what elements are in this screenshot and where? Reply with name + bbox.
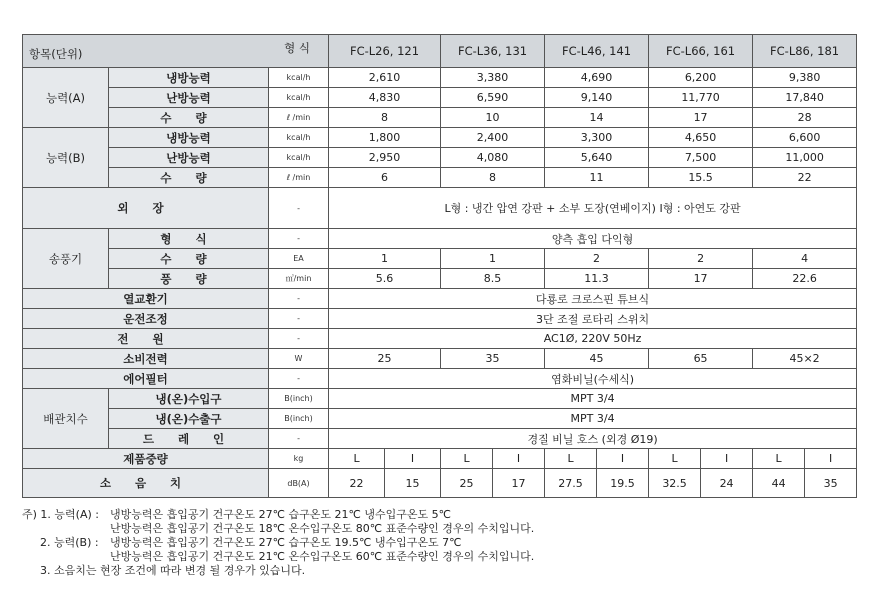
row-unit: EA [269,249,329,269]
value-cell: 35 [441,349,545,369]
power-label: 전 원 [23,329,269,349]
row-unit: ℓ /min [269,108,329,128]
row-name: 풍 량 [109,269,269,289]
value-cell: 8 [329,108,441,128]
footnote-2-cont [22,550,534,564]
model-label: 형 식 [284,41,311,55]
table-row [23,249,857,269]
model-header: FC-L86, 181 [753,35,857,68]
row-unit: - [269,369,329,389]
item-unit-label: 항목(단위) [29,47,83,61]
value-cell: 44 [753,469,805,498]
row-name: 냉방능력 [109,128,269,148]
value-cell: 5.6 [329,269,441,289]
row-unit: - [269,309,329,329]
footnote-2-line-2: 난방능력은 흡입공기 건구온도 21℃ 온수입구온도 60℃ 표준수량인 경우의 수치입니다. [110,550,535,563]
table-row [23,289,857,309]
value-cell: 8 [441,168,545,188]
footnote-1-line-1: 냉방능력은 흡입공기 건구온도 27℃ 습구온도 21℃ 냉수입구온도 5℃ [110,508,451,521]
table-row [23,329,857,349]
value-cell: 4,830 [329,88,441,108]
value-cell: 11 [545,168,649,188]
row-unit: kcal/h [269,68,329,88]
value-cell: 8.5 [441,269,545,289]
header-row [23,35,857,68]
value-cell: I [701,449,753,469]
row-name: 수 량 [109,108,269,128]
weight-label: 제품중량 [23,449,269,469]
footnote-1 [22,508,534,522]
heat-exchanger-value: 다룡로 크로스핀 튜브식 [329,289,857,309]
footnote-2 [22,536,534,550]
row-unit: W [269,349,329,369]
table-row [23,369,857,389]
row-unit: kcal/h [269,88,329,108]
value-cell: 9,380 [753,68,857,88]
fan-label: 송풍기 [23,229,109,289]
value-cell: 22 [329,469,385,498]
heat-exchanger-label: 열교환기 [23,289,269,309]
table-row [23,469,857,498]
row-unit: - [269,188,329,229]
value-cell: 3,380 [441,68,545,88]
row-unit: ℓ /min [269,168,329,188]
value-cell: 17 [493,469,545,498]
row-unit: kcal/h [269,148,329,168]
footnote-1-cont [22,522,534,536]
value-cell: 45 [545,349,649,369]
value-cell: 4,650 [649,128,753,148]
row-unit: kcal/h [269,128,329,148]
value-cell: 35 [805,469,857,498]
value-cell: 6,600 [753,128,857,148]
footnote-3 [22,564,534,578]
value-cell: 9,140 [545,88,649,108]
header-diagonal-cell [23,35,329,68]
row-unit: kg [269,449,329,469]
piping-label: 배관치수 [23,389,109,449]
value-cell: 14 [545,108,649,128]
air-filter-value: 염화비닐(수세식) [329,369,857,389]
value-cell: 4 [753,249,857,269]
value-cell: 24 [701,469,753,498]
value-cell: 11,000 [753,148,857,168]
noise-label: 소 음 치 [23,469,269,498]
value-cell: 6 [329,168,441,188]
value-cell: 1 [329,249,441,269]
row-unit: - [269,229,329,249]
row-unit: - [269,289,329,309]
value-cell: L [649,449,701,469]
footnote-1-label: 주) 1. 능력(A) : [22,508,99,521]
row-unit: - [269,329,329,349]
value-cell: L [441,449,493,469]
value-cell: 6,590 [441,88,545,108]
value-cell: 11,770 [649,88,753,108]
footnotes [22,508,534,578]
table-row [23,429,857,449]
model-header: FC-L26, 121 [329,35,441,68]
value-cell: 2 [649,249,753,269]
exterior-value: L형 : 냉간 압연 강판 + 소부 도장(연베이지) I형 : 아연도 강판 [329,188,857,229]
control-label: 운전조정 [23,309,269,329]
table-row [23,349,857,369]
table-row [23,128,857,148]
row-name: 냉방능력 [109,68,269,88]
model-header: FC-L46, 141 [545,35,649,68]
row-name: 형 식 [109,229,269,249]
table-row [23,148,857,168]
value-cell: 17 [649,108,753,128]
value-cell: I [385,449,441,469]
value-cell: 25 [329,349,441,369]
row-name: 냉(온)수입구 [109,389,269,409]
table-row [23,269,857,289]
table-row [23,309,857,329]
model-header: FC-L66, 161 [649,35,753,68]
table-row [23,108,857,128]
table-row [23,389,857,409]
value-cell: 2,400 [441,128,545,148]
value-cell: 5,640 [545,148,649,168]
table-row [23,409,857,429]
value-cell: 7,500 [649,148,753,168]
row-unit: - [269,429,329,449]
air-filter-label: 에어필터 [23,369,269,389]
spec-table [22,34,857,498]
footnote-3-text: 3. 소음치는 현장 조건에 따라 변경 될 경우가 있습니다. [40,564,306,577]
value-cell: 15 [385,469,441,498]
value-cell: 4,690 [545,68,649,88]
value-cell: 27.5 [545,469,597,498]
table-row [23,68,857,88]
drain-value: 경질 비닐 호스 (외경 Ø19) [329,429,857,449]
table-row [23,88,857,108]
value-cell: 45×2 [753,349,857,369]
footnote-2-label: 2. 능력(B) : [40,536,99,549]
value-cell: L [545,449,597,469]
value-cell: 22 [753,168,857,188]
exterior-label: 외 장 [23,188,269,229]
value-cell: 19.5 [597,469,649,498]
value-cell: I [493,449,545,469]
value-cell: 17 [649,269,753,289]
value-cell: L [329,449,385,469]
fan-type-value: 양측 흡입 다익형 [329,229,857,249]
row-unit: ㎥/min [269,269,329,289]
row-name: 수 량 [109,249,269,269]
value-cell: I [805,449,857,469]
value-cell: 6,200 [649,68,753,88]
value-cell: 2,950 [329,148,441,168]
table-row [23,188,857,229]
row-name: 냉(온)수출구 [109,409,269,429]
consumption-label: 소비전력 [23,349,269,369]
value-cell: 1,800 [329,128,441,148]
row-unit: B(inch) [269,389,329,409]
model-header: FC-L36, 131 [441,35,545,68]
row-name: 난방능력 [109,88,269,108]
value-cell: 2 [545,249,649,269]
value-cell: L [753,449,805,469]
capacity-a-label: 능력(A) [23,68,109,128]
value-cell: I [597,449,649,469]
value-cell: 28 [753,108,857,128]
row-name: 수 량 [109,168,269,188]
value-cell: 17,840 [753,88,857,108]
row-name: 난방능력 [109,148,269,168]
value-cell: 25 [441,469,493,498]
piping-outlet-value: MPT 3/4 [329,409,857,429]
footnote-1-line-2: 난방능력은 흡입공기 건구온도 18℃ 온수입구온도 80℃ 표준수량인 경우의 수치입니다. [110,522,535,535]
value-cell: 32.5 [649,469,701,498]
value-cell: 15.5 [649,168,753,188]
table-row [23,449,857,469]
value-cell: 2,610 [329,68,441,88]
value-cell: 1 [441,249,545,269]
row-name: 드 레 인 [109,429,269,449]
value-cell: 22.6 [753,269,857,289]
row-unit: dB(A) [269,469,329,498]
value-cell: 11.3 [545,269,649,289]
table-row [23,229,857,249]
capacity-b-label: 능력(B) [23,128,109,188]
piping-inlet-value: MPT 3/4 [329,389,857,409]
value-cell: 10 [441,108,545,128]
value-cell: 3,300 [545,128,649,148]
control-value: 3단 조절 로타리 스위치 [329,309,857,329]
power-value: AC1Ø, 220V 50Hz [329,329,857,349]
value-cell: 4,080 [441,148,545,168]
footnote-2-line-1: 냉방능력은 흡입공기 건구온도 27℃ 습구온도 19.5℃ 냉수입구온도 7℃ [110,536,462,549]
row-unit: B(inch) [269,409,329,429]
value-cell: 65 [649,349,753,369]
table-row [23,168,857,188]
